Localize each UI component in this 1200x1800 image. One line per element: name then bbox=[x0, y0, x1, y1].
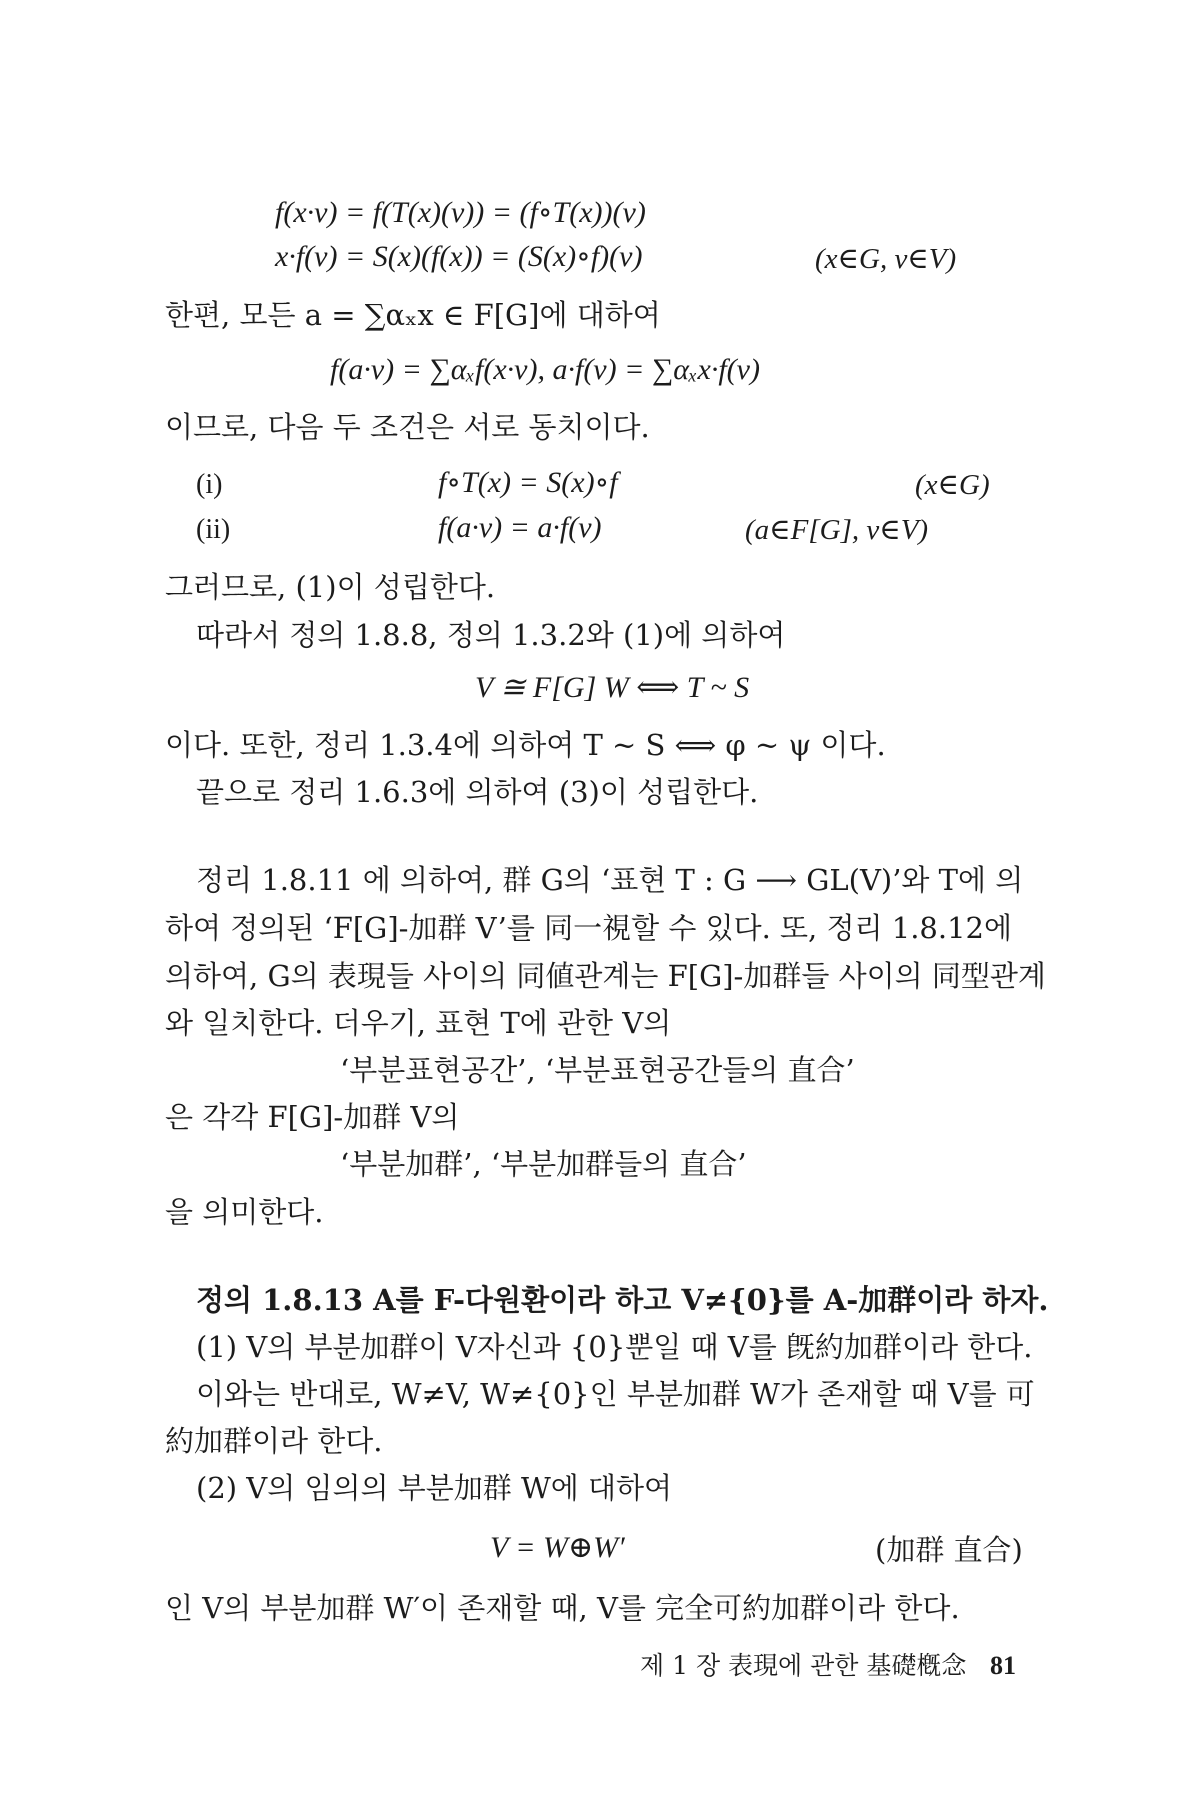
condition-label: (i) bbox=[196, 469, 223, 500]
definition-line: 約加群이라 한다. bbox=[165, 1424, 383, 1458]
quoted-terms: ‘부분加群’, ‘부분加群들의 直合’ bbox=[340, 1147, 747, 1181]
definition-heading: 정의 1.8.13 A를 F-다원환이라 하고 V≠{0}를 A-加群이라 하자. bbox=[196, 1283, 1049, 1317]
equation-fxv: f(x·v) = f(T(x)(v)) = (f∘T(x))(v) bbox=[275, 196, 646, 229]
paragraph-line: 와 일치한다. 더우기, 표현 T에 관한 V의 bbox=[165, 1006, 672, 1040]
text-line: 끝으로 정리 1.6.3에 의하여 (3)이 성립한다. bbox=[196, 775, 759, 809]
text-line: 한편, 모든 a = ∑αₓx ∈ F[G]에 대하여 bbox=[165, 298, 661, 332]
definition-line: 인 V의 부분加群 W′이 존재할 때, V를 完全可約加群이라 한다. bbox=[165, 1591, 960, 1625]
condition-tag: (a∈F[G], v∈V) bbox=[745, 514, 929, 546]
text-line: 그러므로, (1)이 성립한다. bbox=[165, 570, 496, 604]
text-line: 이다. 또한, 정리 1.3.4에 의하여 T ~ S ⟺ φ ~ ψ 이다. bbox=[165, 728, 886, 762]
running-footer: 제 1 장 表現에 관한 基礎槪念 bbox=[640, 1651, 967, 1680]
equation-isomorphism: V ≅ F[G] W ⟺ T ~ S bbox=[475, 671, 750, 704]
paragraph-line: 정리 1.8.11 에 의하여, 群 G의 ‘표현 T : G ⟶ GL(V)’와 T에 의 bbox=[196, 863, 1024, 897]
condition-equation: f(a·v) = a·f(v) bbox=[438, 511, 602, 544]
equation-fav: f(a·v) = ∑αₓf(x·v), a·f(v) = ∑αₓx·f(v) bbox=[330, 353, 760, 386]
paragraph-line: 은 각각 F[G]-加群 V의 bbox=[165, 1100, 460, 1134]
definition-line: (2) V의 임의의 부분加群 W에 대하여 bbox=[196, 1471, 673, 1505]
definition-line: (1) V의 부분加群이 V자신과 {0}뿐일 때 V를 旣約加群이라 한다. bbox=[196, 1330, 1033, 1364]
definition-line: 이와는 반대로, W≠V, W≠{0}인 부분加群 W가 존재할 때 V를 可 bbox=[196, 1377, 1035, 1411]
condition-equation: f∘T(x) = S(x)∘f bbox=[438, 466, 618, 499]
quoted-terms: ‘부분표현공간’, ‘부분표현공간들의 直合’ bbox=[340, 1053, 855, 1087]
condition-tag: (x∈G) bbox=[915, 469, 990, 501]
equation-direct-sum: V = W⊕W′ bbox=[490, 1531, 625, 1564]
text-line: 이므로, 다음 두 조건은 서로 동치이다. bbox=[165, 410, 650, 444]
equation-direct-sum-tag: (加群 直合) bbox=[875, 1533, 1023, 1567]
condition-label: (ii) bbox=[196, 514, 231, 545]
paragraph-line: 의하여, G의 表現들 사이의 同値관계는 F[G]-加群들 사이의 同型관계 bbox=[165, 959, 1046, 993]
text-line: 따라서 정의 1.8.8, 정의 1.3.2와 (1)에 의하여 bbox=[196, 618, 786, 652]
paragraph-line: 하여 정의된 ‘F[G]-加群 V’를 同一視할 수 있다. 또, 정리 1.8.12에 bbox=[165, 911, 1012, 945]
equation-xfv: x·f(v) = S(x)(f(x)) = (S(x)∘f)(v) bbox=[275, 240, 643, 273]
paragraph-line: 을 의미한다. bbox=[165, 1195, 324, 1229]
equation-condition: (x∈G, v∈V) bbox=[815, 243, 957, 275]
page-number: 81 bbox=[990, 1651, 1016, 1680]
